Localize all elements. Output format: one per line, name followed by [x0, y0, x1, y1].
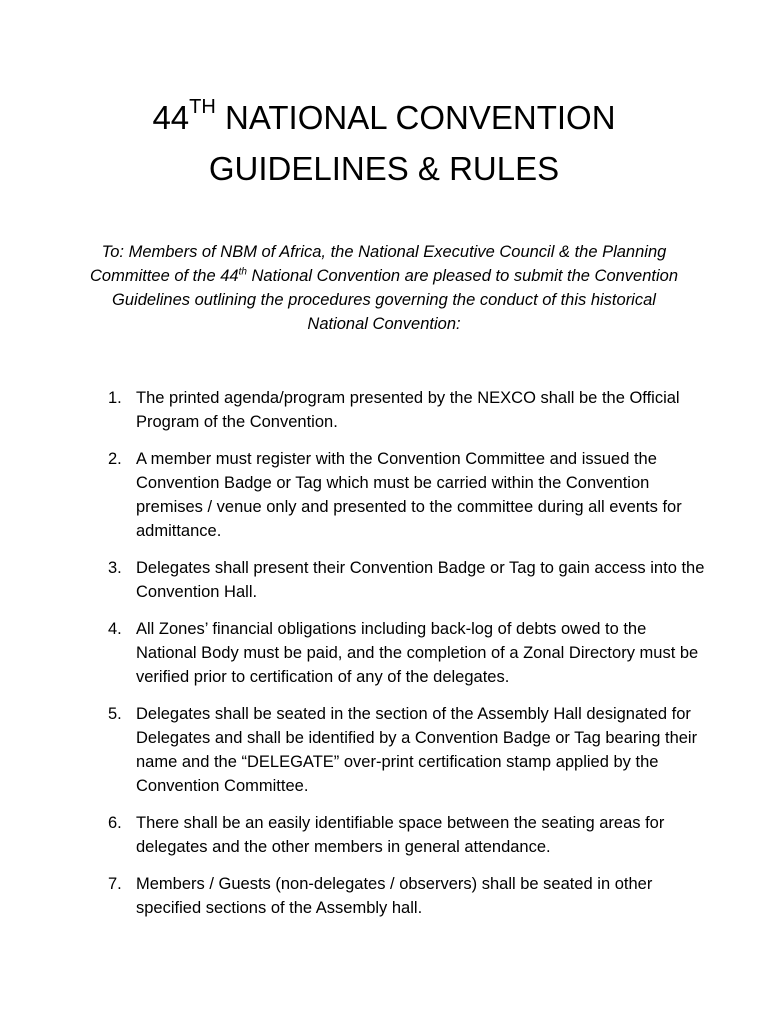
- title-superscript: TH: [189, 96, 216, 118]
- rule-number: 4.: [108, 620, 122, 638]
- intro-part2: National Convention are pleased to submit the Convention Guidelines outlining the procedures governing the conduct of this historical National Convention:: [112, 267, 679, 333]
- intro-paragraph: [80, 240, 688, 336]
- rule-number: 6.: [108, 814, 122, 832]
- rule-text: All Zones’ financial obligations including back-log of debts owed to the National Body must be paid, and the completion of a Zonal Directory must be verified prior to certification of any of the delegates.: [136, 620, 699, 686]
- intro-part1: To: Members of NBM of Africa, the National Executive Council & the Planning Committee of the 44: [89, 243, 667, 285]
- rule-item: [108, 872, 708, 920]
- rule-item: [108, 447, 708, 543]
- rules-list: [108, 386, 708, 933]
- rule-number: 5.: [108, 705, 122, 723]
- rule-number: 7.: [108, 875, 122, 893]
- title-line2: GUIDELINES & RULES: [208, 150, 560, 187]
- rule-item: [108, 617, 708, 689]
- intro-superscript: th: [238, 266, 247, 278]
- rule-text: Members / Guests (non-delegates / observers) shall be seated in other specified sections of the Assembly hall.: [136, 875, 653, 917]
- rule-item: [108, 811, 708, 859]
- title-number: 44: [152, 99, 190, 136]
- rule-number: 3.: [108, 559, 122, 577]
- rule-item: [108, 702, 708, 798]
- rule-text: The printed agenda/program presented by the NEXCO shall be the Official Program of the Convention.: [136, 389, 680, 431]
- rule-text: Delegates shall present their Convention Badge or Tag to gain access into the Convention Hall.: [136, 559, 705, 601]
- rule-number: 1.: [108, 389, 122, 407]
- rule-item: [108, 556, 708, 604]
- rule-number: 2.: [108, 450, 122, 468]
- page-title: [0, 92, 768, 194]
- rule-item: [108, 386, 708, 434]
- rule-text: There shall be an easily identifiable space between the seating areas for delegates and the other members in general attendance.: [136, 814, 665, 856]
- rule-text: Delegates shall be seated in the section of the Assembly Hall designated for Delegates and shall be identified by a Convention Badge or Tag bearing their name and the “DELEGATE” over-print certification stamp applied by the Convention Committee.: [136, 705, 698, 795]
- title-line1-rest: NATIONAL CONVENTION: [215, 99, 616, 136]
- rule-text: A member must register with the Convention Committee and issued the Convention Badge or Tag which must be carried within the Convention premises / venue only and presented to the committee during all events for admittance.: [136, 450, 682, 540]
